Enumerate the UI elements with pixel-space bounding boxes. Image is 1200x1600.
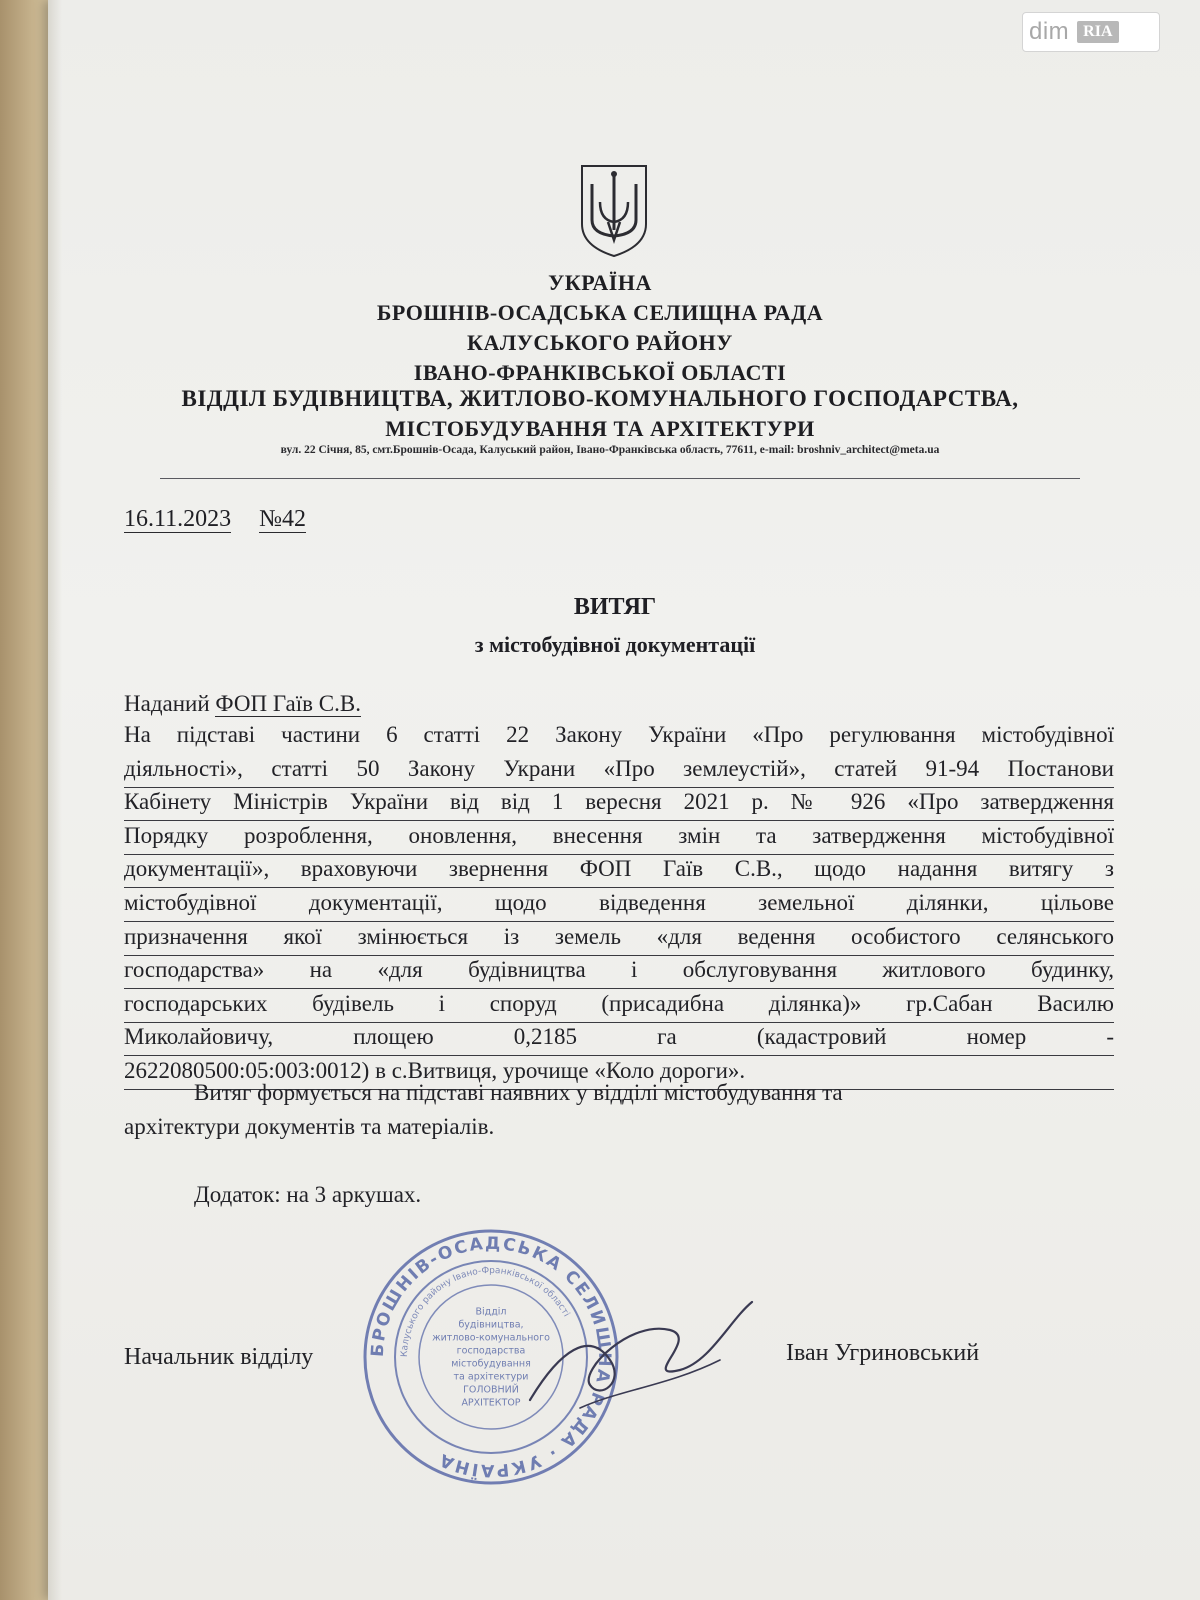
body-line: 2622080500:05:003:0012) в с.Витвиця, урочище «Коло дороги».: [124, 1058, 1114, 1090]
body-line: господарських будівель і споруд (присадибна ділянка)» гр.Сабан Василю: [124, 991, 1114, 1023]
stamp-center-line: житлово-комунального: [432, 1332, 550, 1344]
letterhead-divider: [160, 478, 1080, 479]
watermark-badge: RIA: [1077, 21, 1118, 43]
signatory-position: Начальник відділу: [124, 1344, 314, 1370]
letterhead-address: вул. 22 Січня, 85, смт.Брошнів-Осада, Калуський район, Івано-Франківська область, 77611, e-mail: broshniv_architect@meta.ua: [280, 444, 940, 456]
stamp-center-line: ГОЛОВНИЙ: [463, 1384, 519, 1396]
page-edge-shadow: [48, 0, 62, 1600]
watermark-brand: dim: [1029, 18, 1070, 45]
stamp-center-line: містобудування: [451, 1358, 531, 1370]
stamp-center-line: Відділ: [475, 1306, 507, 1318]
signatory-name: Іван Угриновський: [786, 1340, 980, 1366]
region-name: ІВАНО-ФРАНКІВСЬКОЇ ОБЛАСТІ: [413, 360, 787, 385]
letterhead: [100, 0, 1100, 480]
note-line-2: архітектури документів та матеріалів.: [124, 1114, 495, 1139]
stamp-center-line: господарства: [456, 1345, 526, 1357]
document-title: ВИТЯГ: [573, 594, 657, 620]
body-line: На підставі частини 6 статті 22 Закону України «Про регулювання містобудівної: [124, 722, 1114, 747]
department-name-line1: ВІДДІЛ БУДІВНИЦТВА, ЖИТЛОВО-КОМУНАЛЬНОГО ГОСПОДАРСТВА,: [181, 386, 1019, 411]
body-line: Порядку розроблення, оновлення, внесення змін та затвердження містобудівної: [124, 823, 1114, 855]
document-date: 16.11.2023: [124, 506, 232, 532]
stamp-center-line: будівництва,: [458, 1319, 524, 1331]
body-line: діяльності», статті 50 Закону Украни «Про землеустій», статей 91-94 Постанови: [124, 756, 1114, 788]
body-line: містобудівної документації, щодо відведення земельної ділянки, цільове: [124, 890, 1114, 922]
attachment-note: Додаток: на 3 аркушах.: [194, 1182, 422, 1207]
council-name: БРОШНІВ-ОСАДСЬКА СЕЛИЩНА РАДА: [376, 300, 824, 325]
stamp-center-line: АРХІТЕКТОР: [461, 1397, 521, 1409]
granted-to-name: ФОП Гаїв С.В.: [215, 691, 361, 716]
document-subtitle: з містобудівної документації: [474, 632, 756, 657]
body-line: призначення якої змінюється із земель «для ведення особистого селянського: [124, 924, 1114, 956]
note-line-1: Витяг формується на підставі наявних у відділі містобудування та: [194, 1080, 843, 1105]
body-line: господарства» на «для будівництва і обслуговування житлового будинку,: [124, 957, 1114, 989]
granted-label: Наданий: [124, 691, 210, 716]
handwritten-signature: [520, 1290, 760, 1420]
department-name-line2: МІСТОБУДУВАННЯ ТА АРХІТЕКТУРИ: [385, 416, 815, 441]
document-number: №42: [259, 506, 307, 532]
document-date-number: [124, 506, 306, 533]
stamp-center-line: та архітектури: [453, 1371, 529, 1383]
granted-to-line: [124, 688, 1114, 719]
body-line: документації», враховуючи звернення ФОП Гаїв С.В., щодо надання витягу з: [124, 856, 1114, 888]
svg-text:БРОШНІВ-ОСАДСЬКА СЕЛИЩНА РАДА: БРОШНІВ-ОСАДСЬКА СЕЛИЩНА РАДА · УКРАЇНА: [367, 1233, 615, 1481]
body-line: Кабінету Міністрів України від від 1 вересня 2021 р. № 926 «Про затвердження: [124, 789, 1114, 821]
country-name: УКРАЇНА: [548, 270, 652, 295]
svg-text:Калуського району Івано-Франкі: Калуського району Івано-Франківської області: [399, 1265, 572, 1358]
body-line: Миколайовичу, площею 0,2185 га (кадастровий номер -: [124, 1024, 1114, 1056]
district-name: КАЛУСЬКОГО РАЙОНУ: [467, 330, 733, 355]
